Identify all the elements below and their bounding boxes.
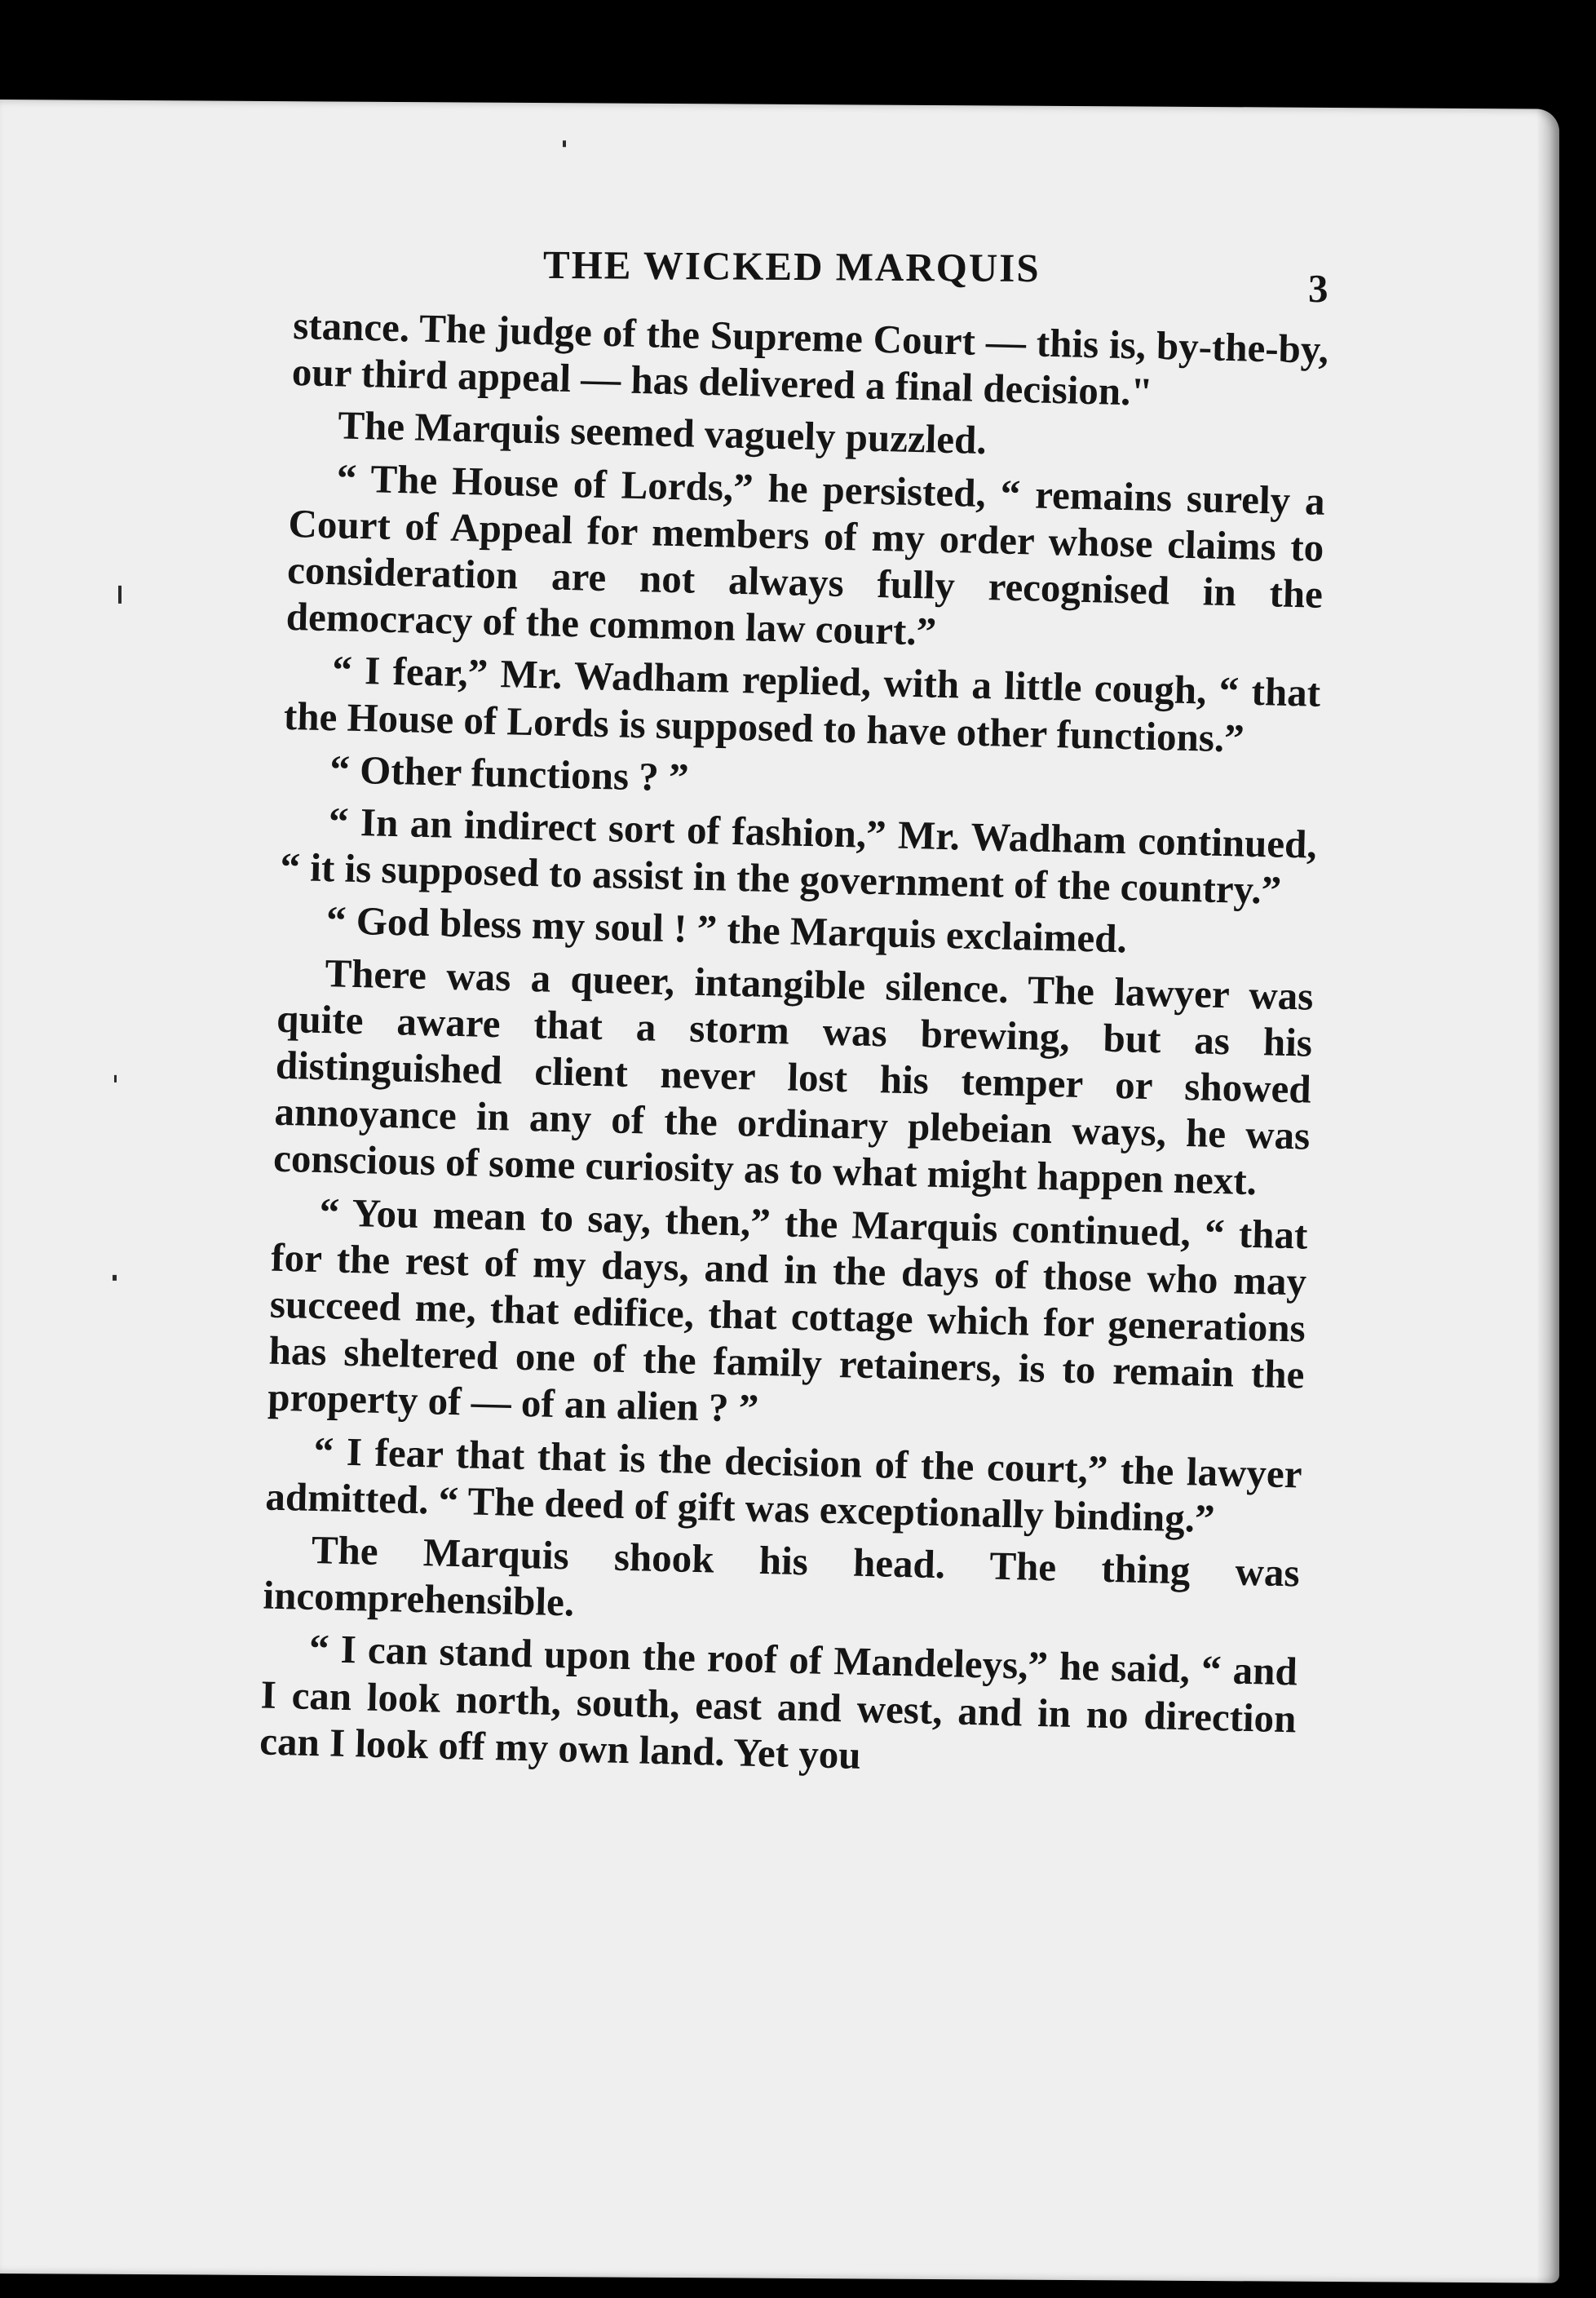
- paragraph: There was a queer, intangible silence. The lawyer was quite aware that a storm was brewing, but as his distinguished client never lost his temper or showed annoyance in any of the ordinary plebeian ways, he was conscious of some curiosity as to what might happen next.: [272, 950, 1314, 1204]
- scan-speck: [113, 1275, 117, 1281]
- paragraph: “ I fear,” Mr. Wadham replied, with a little cough, “ that the House of Lords is supposed to have other functions.”: [283, 647, 1321, 761]
- paragraph: “ God bless my soul ! ” the Marquis exclaimed.: [325, 897, 1128, 962]
- scan-speck: [118, 586, 122, 604]
- paragraph: “ Other functions ? ”: [329, 746, 690, 800]
- paragraph: “ I can stand upon the roof of Mandeleys,” he said, “ and I can look north, south, east and west, and in no direction can I look off my own land. Yet you: [259, 1626, 1298, 1778]
- paragraph: The Marquis seemed vaguely puzzled.: [337, 402, 988, 463]
- paragraph: “ The House of Lords,” he persisted, “ remains surely a Court of Appeal for members of my order whose claims to consideration are not always fully recognised in the democracy of the common law court.”: [285, 454, 1326, 654]
- paragraph: “ In an indirect sort of fashion,” Mr. Wadham continued, “ it is supposed to assist in the government of the country.”: [280, 799, 1318, 913]
- paragraph: The Marquis shook his head. The thing was incomprehensible.: [262, 1527, 1301, 1625]
- scan-speck: [114, 1075, 117, 1083]
- paragraph: “ You mean to say, then,” the Marquis continued, “ that for the rest of my days, and in the days of those who may succeed me, that edifice, that cottage which for generations has sheltered one of the family retainers, is to remain the property of — of an alien ? ”: [267, 1189, 1309, 1432]
- running-title: THE WICKED MARQUIS: [542, 241, 1041, 291]
- body-text: [259, 302, 1329, 1795]
- paragraph: “ I fear that that is the decision of the court,” the lawyer admitted. “ The deed of gift was exceptionally binding.”: [264, 1428, 1303, 1541]
- paragraph: stance. The judge of the Supreme Court — this is, by-the-by, our third appeal — has delivered a final decision.": [291, 302, 1329, 415]
- page-number: 3: [1308, 266, 1329, 311]
- scan-speck: [563, 140, 566, 147]
